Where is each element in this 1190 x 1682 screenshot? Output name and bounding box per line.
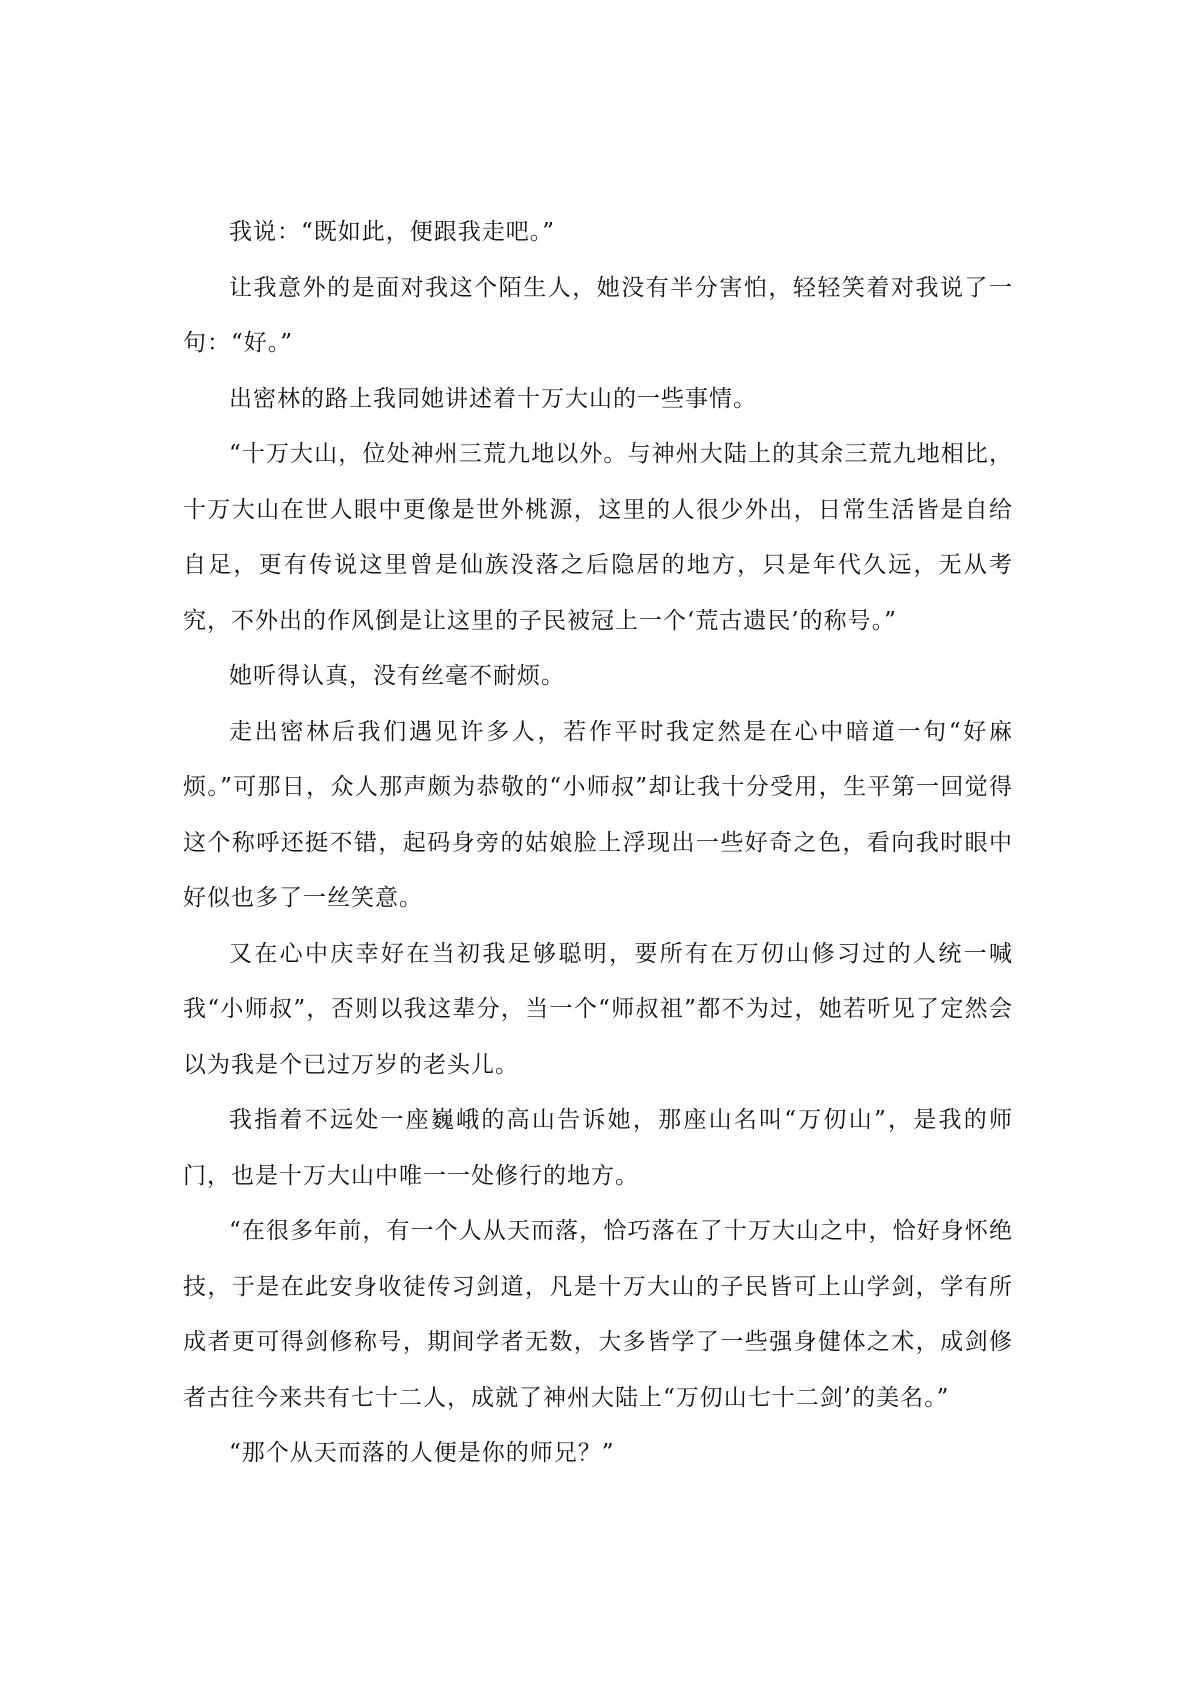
paragraph: “十万大山，位处神州三荒九地以外。与神州大陆上的其余三荒九地相比，十万大山在世人眼中更像是世外桃源，这里的人很少外出，日常生活皆是自给自足，更有传说这里曾是仙族没落之后隐居的地方，只是年代久远，无从考究，不外出的作风倒是让这里的子民被冠上一个‘荒古遗民’的称号。” [183, 441, 1013, 634]
paragraph: 出密林的路上我同她讲述着十万大山的一些事情。 [229, 385, 757, 412]
paragraph: 走出密林后我们遇见许多人，若作平时我定然是在心中暗道一句“好麻烦。”可那日，众人那声颇为恭敬的“小师叔”却让我十分受用，生平第一回觉得这个称呼还挺不错，起码身旁的姑娘脸上浮现出一些好奇之色，看向我时眼中好似也多了一丝笑意。 [183, 718, 1013, 911]
paragraph: “那个从天而落的人便是你的师兄？” [229, 1440, 615, 1466]
paragraph: “在很多年前，有一个人从天而落，恰巧落在了十万大山之中，恰好身怀绝技，于是在此安身收徒传习剑道，凡是十万大山的子民皆可上山学剑，学有所成者更可得剑修称号，期间学者无数，大多皆学了一些强身健体之术，成剑修者古往今来共有七十二人，成就了神州大陆上“万仞山七十二剑’的美名。” [183, 1218, 1013, 1411]
paragraph: 让我意外的是面对我这个陌生人，她没有半分害怕，轻轻笑着对我说了一句：“好。” [183, 274, 1013, 356]
paragraph: 我说：“既如此，便跟我走吧。” [229, 219, 556, 245]
paragraph: 又在心中庆幸好在当初我足够聪明，要所有在万仞山修习过的人统一喊我“小师叔”，否则以我这辈分，当一个“师叔祖”都不为过，她若听见了定然会以为我是个已过万岁的老头儿。 [183, 940, 1013, 1078]
paragraph: 她听得认真，没有丝毫不耐烦。 [229, 663, 565, 689]
body-text [183, 205, 1013, 1482]
paragraph: 我指着不远处一座巍峨的高山告诉她，那座山名叫“万仞山”，是我的师门，也是十万大山中唯一一处修行的地方。 [183, 1107, 1013, 1189]
